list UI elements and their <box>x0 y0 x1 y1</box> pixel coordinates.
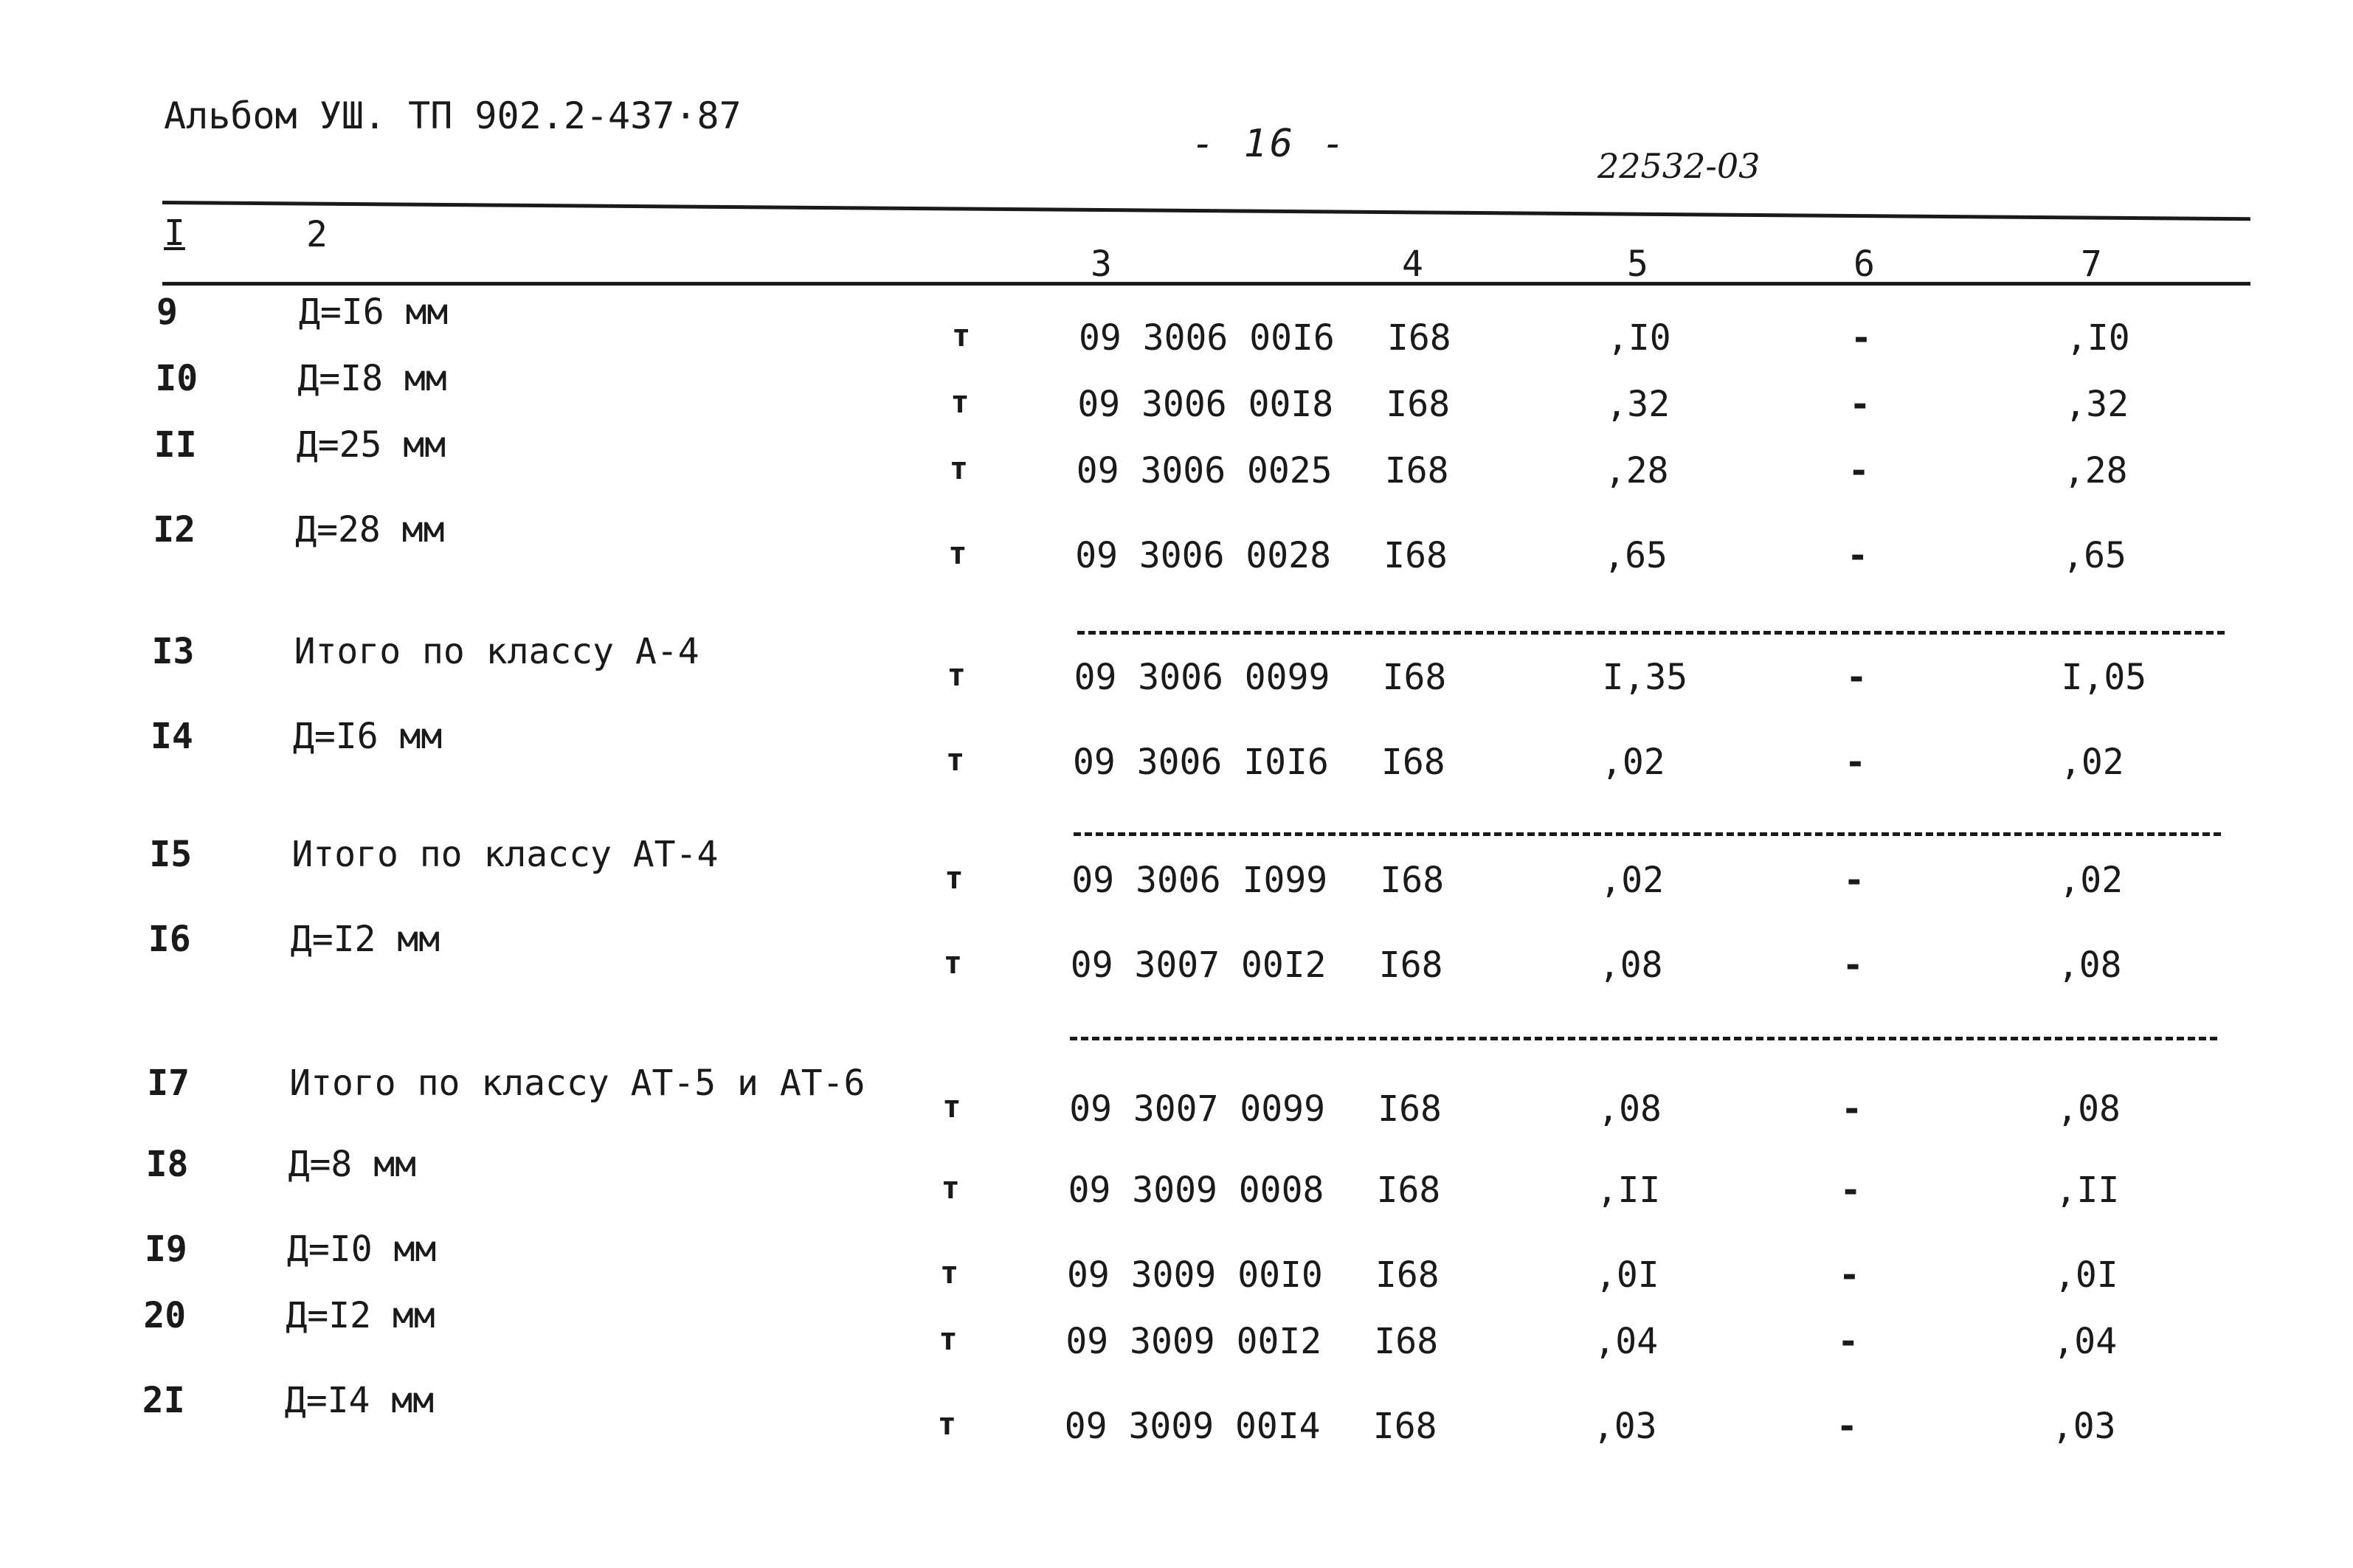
row-code: 09 3009 0008 <box>1068 1170 1324 1211</box>
row-unit: т <box>937 1406 957 1442</box>
row-col6: - <box>1851 317 1872 359</box>
row-col5: ,I0 <box>1607 317 1671 359</box>
row-name: Итого по классу А-4 <box>294 631 699 672</box>
row-unit: т <box>939 1321 958 1357</box>
row-unit: т <box>940 1254 959 1291</box>
row-col4: I68 <box>1383 535 1448 576</box>
row-name: Д=I2 мм <box>286 1295 435 1336</box>
row-col6: - <box>1843 860 1865 901</box>
col-head-6: 6 <box>1853 244 1875 285</box>
row-col6: - <box>1839 1170 1862 1211</box>
row-col7: I,05 <box>2061 657 2147 698</box>
row-col5: ,08 <box>1598 944 1663 986</box>
row-name: Д=I6 мм <box>293 716 443 757</box>
row-number: I8 <box>145 1144 189 1185</box>
row-unit: т <box>947 657 966 693</box>
document-code: 22532-03 <box>1597 146 1761 186</box>
row-name: Д=I2 мм <box>290 919 440 960</box>
row-name: Д=I0 мм <box>287 1229 437 1270</box>
row-col5: ,II <box>1596 1170 1661 1211</box>
row-col4: I68 <box>1382 657 1447 698</box>
row-col5: ,65 <box>1603 535 1668 576</box>
row-col6: - <box>1849 384 1871 425</box>
row-code: 09 3007 0099 <box>1069 1088 1325 1130</box>
row-col7: ,0I <box>2054 1254 2118 1296</box>
col-head-3: 3 <box>1091 244 1112 285</box>
row-unit: т <box>943 944 963 981</box>
row-code: 09 3006 00I8 <box>1077 384 1334 425</box>
row-code: 09 3006 00I6 <box>1079 317 1335 359</box>
row-number: I7 <box>147 1063 190 1104</box>
row-code: 09 3006 0099 <box>1074 657 1330 698</box>
row-col4: I68 <box>1375 1254 1440 1296</box>
row-number: I5 <box>149 834 193 875</box>
row-name: Д=28 мм <box>295 509 445 550</box>
col-head-2: 2 <box>306 214 328 255</box>
row-number: 20 <box>143 1295 187 1336</box>
row-col7: ,I0 <box>2066 317 2130 359</box>
row-col6: - <box>1847 535 1869 576</box>
row-col5: ,08 <box>1597 1088 1662 1130</box>
row-code: 09 3009 00I0 <box>1067 1254 1323 1296</box>
row-code: 09 3009 00I4 <box>1064 1406 1321 1447</box>
row-name: Д=8 мм <box>288 1144 416 1185</box>
row-col6: - <box>1836 1406 1858 1447</box>
row-col7: ,02 <box>2060 742 2124 783</box>
row-number: 9 <box>156 291 178 333</box>
row-unit: т <box>949 450 969 486</box>
row-code: 09 3006 0025 <box>1076 450 1333 491</box>
row-col5: ,02 <box>1601 742 1665 783</box>
row-col7: ,II <box>2055 1170 2120 1211</box>
row-col4: I68 <box>1378 1088 1442 1130</box>
subtotal-separator <box>1077 631 2225 635</box>
row-code: 09 3006 I0I6 <box>1073 742 1329 783</box>
row-code: 09 3006 0028 <box>1075 535 1331 576</box>
row-number: I2 <box>153 509 196 550</box>
row-col7: ,08 <box>2056 1088 2121 1130</box>
table-top-rule <box>162 201 2250 221</box>
row-col4: I68 <box>1380 860 1445 901</box>
row-col4: I68 <box>1386 384 1451 425</box>
row-col6: - <box>1848 450 1870 491</box>
row-col4: I68 <box>1381 742 1445 783</box>
row-col4: I68 <box>1374 1321 1439 1362</box>
row-unit: т <box>941 1170 960 1206</box>
row-col5: ,02 <box>1600 860 1665 901</box>
row-col6: - <box>1839 1254 1860 1296</box>
row-col5: ,32 <box>1606 384 1670 425</box>
col-head-5: 5 <box>1627 244 1648 285</box>
row-unit: т <box>946 742 965 778</box>
row-col5: I,35 <box>1602 657 1688 698</box>
album-title: Альбом УШ. ТП 902.2-437·87 <box>164 94 742 137</box>
row-col5: ,28 <box>1604 450 1669 491</box>
row-name: Д=25 мм <box>296 424 446 466</box>
col-head-4: 4 <box>1402 244 1423 285</box>
row-number: I6 <box>148 919 191 960</box>
page-number: - 16 - <box>1192 122 1348 166</box>
row-code: 09 3006 I099 <box>1071 860 1328 901</box>
row-col6: - <box>1837 1321 1859 1362</box>
row-col7: ,32 <box>2065 384 2129 425</box>
header-bottom-rule <box>162 282 2250 286</box>
row-col4: I68 <box>1378 944 1443 986</box>
row-unit: т <box>942 1088 961 1125</box>
row-col6: - <box>1842 944 1864 986</box>
row-col7: ,04 <box>2053 1321 2118 1362</box>
row-col5: ,03 <box>1592 1406 1657 1447</box>
row-unit: т <box>948 535 967 571</box>
row-name: Д=I4 мм <box>284 1380 435 1421</box>
row-col6: - <box>1845 657 1867 698</box>
row-name: Д=I6 мм <box>299 291 449 333</box>
row-col7: ,03 <box>2051 1406 2116 1447</box>
row-col5: ,0I <box>1595 1254 1659 1296</box>
row-col7: ,08 <box>2057 944 2122 986</box>
col-head-7: 7 <box>2081 244 2102 285</box>
row-number: I3 <box>151 631 195 672</box>
row-col4: I68 <box>1384 450 1449 491</box>
row-col6: - <box>1845 742 1866 783</box>
row-unit: т <box>952 317 971 353</box>
row-number: I4 <box>151 716 193 757</box>
subtotal-separator <box>1070 1037 2217 1040</box>
row-number: II <box>153 424 197 466</box>
row-col4: I68 <box>1372 1406 1437 1447</box>
row-number: I9 <box>145 1229 187 1270</box>
row-unit: т <box>950 384 970 420</box>
row-name: Итого по классу АТ-4 <box>291 834 719 875</box>
row-number: I0 <box>155 358 198 399</box>
row-col4: I68 <box>1376 1170 1441 1211</box>
row-code: 09 3009 00I2 <box>1065 1321 1322 1362</box>
row-name: Итого по классу АТ-5 и АТ-6 <box>289 1063 865 1104</box>
row-col7: ,28 <box>2063 450 2128 491</box>
col-head-1: I <box>164 213 185 254</box>
row-col4: I68 <box>1387 317 1451 359</box>
row-col7: ,65 <box>2062 535 2126 576</box>
row-col6: - <box>1841 1088 1863 1130</box>
row-code: 09 3007 00I2 <box>1070 944 1327 986</box>
row-name: Д=I8 мм <box>297 358 447 399</box>
row-unit: т <box>944 860 964 896</box>
row-col7: ,02 <box>2059 860 2124 901</box>
row-col5: ,04 <box>1594 1321 1659 1362</box>
row-number: 2I <box>142 1380 185 1421</box>
subtotal-separator <box>1074 832 2221 836</box>
